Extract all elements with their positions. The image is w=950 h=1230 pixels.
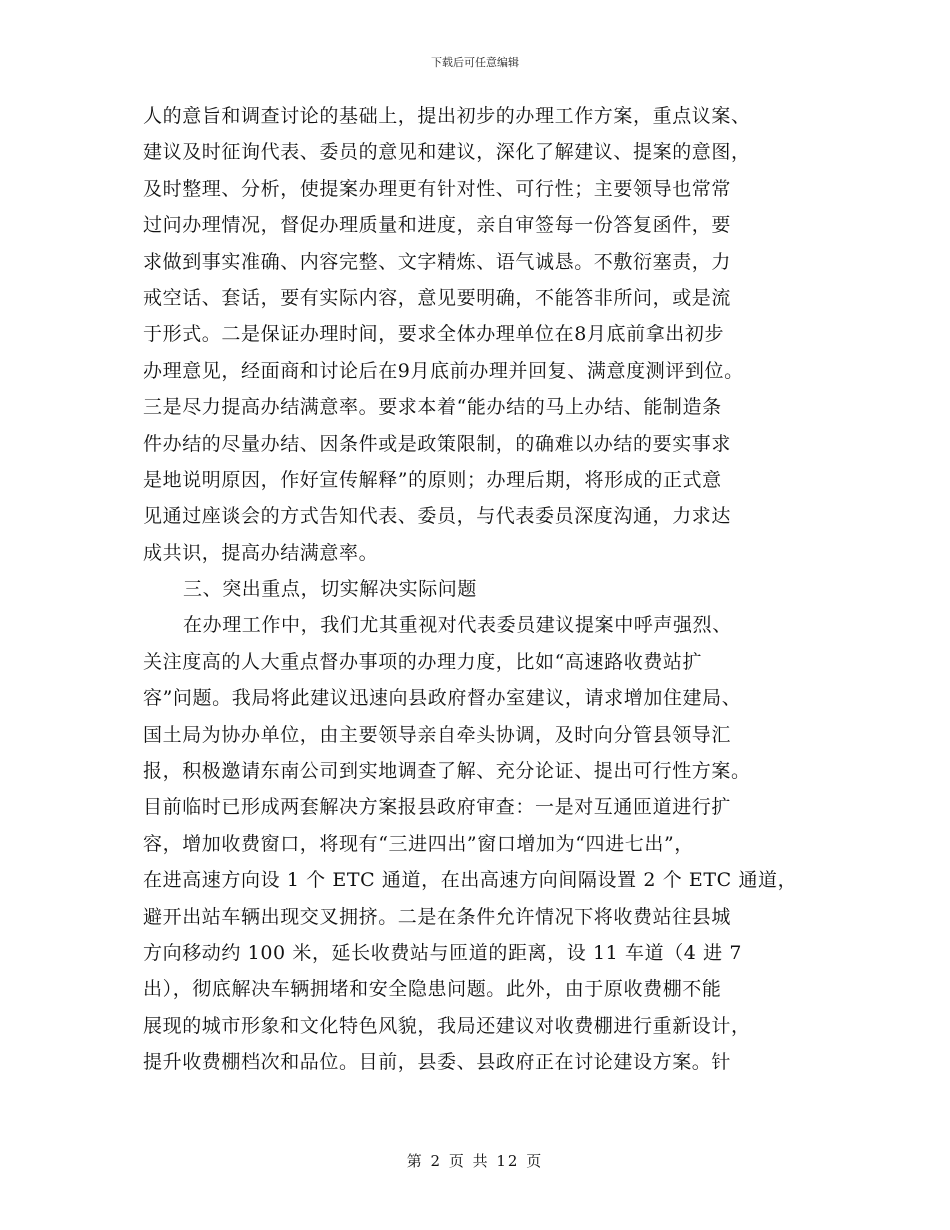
section-paragraph-line: 避开出站车辆出现交叉拥挤。二是在条件允许情况下将收费站往县城 (143, 905, 732, 928)
section-paragraph-line: 目前临时已形成两套解决方案报县政府审查：一是对互通匝道进行扩 (143, 796, 732, 819)
section-paragraph-line: 提升收费棚档次和品位。目前，县委、县政府正在讨论建设方案。针 (143, 1051, 732, 1074)
section-paragraph-line: 容”问题。我局将此建议迅速向县政府督办室建议，请求增加住建局、 (143, 687, 742, 710)
section-paragraph-line: 在进高速方向设 1 个 ETC 通道，在出高速方向间隔设置 2 个 ETC 通道， (143, 869, 798, 892)
paragraph-line: 件办结的尽量办结、因条件或是政策限制，的确难以办结的要实事求 (143, 432, 732, 455)
paragraph-line: 建议及时征询代表、委员的意见和建议，深化了解建议、提案的意图， (143, 141, 751, 164)
section-paragraph-line: 报，积极邀请东南公司到实地调查了解、充分论证、提出可行性方案。 (143, 760, 751, 783)
page-number: 第 2 页 共 12 页 (406, 1152, 544, 1170)
paragraph-line: 成共识，提高办结满意率。 (143, 541, 379, 564)
paragraph-line: 办理意见，经面商和讨论后在9月底前办理并回复、满意度测评到位。 (143, 359, 744, 382)
section-paragraph-line: 关注度高的人大重点督办事项的办理力度，比如“高速路收费站扩 (143, 650, 703, 673)
section-heading: 三、突出重点，切实解决实际问题 (183, 578, 478, 601)
section-paragraph-line: 方向移动约 100 米，延长收费站与匝道的距离，设 11 车道（4 进 7 (143, 941, 743, 964)
section-paragraph-line: 展现的城市形象和文化特色风貌，我局还建议对收费棚进行重新设计， (143, 1014, 751, 1037)
paragraph-line: 是地说明原因，作好宣传解释”的原则；办理后期，将形成的正式意 (143, 468, 722, 491)
paragraph-line: 于形式。二是保证办理时间，要求全体办理单位在8月底前拿出初步 (143, 323, 725, 346)
paragraph-line: 三是尽力提高办结满意率。要求本着“能办结的马上办结、能制造条 (143, 396, 722, 419)
paragraph-line: 戒空话、套话，要有实际内容，意见要明确，不能答非所问，或是流 (143, 286, 732, 309)
paragraph-line: 求做到事实准确、内容完整、文字精炼、语气诚恳。不敷衍塞责，力 (143, 250, 732, 273)
document-body (143, 98, 823, 1081)
section-paragraph-line: 出），彻底解决车辆拥堵和安全隐患问题。此外，由于原收费棚不能 (143, 978, 722, 1001)
page-header: 下载后可任意编辑 (431, 56, 519, 69)
section-paragraph-line: 容，增加收费窗口，将现有“三进四出”窗口增加为“四进七出”， (143, 832, 694, 855)
paragraph-line: 人的意旨和调查讨论的基础上，提出初步的办理工作方案，重点议案、 (143, 105, 751, 127)
section-paragraph-line: 在办理工作中，我们尤其重视对代表委员建议提案中呼声强烈、 (183, 614, 732, 637)
paragraph-line: 及时整理、分析，使提案办理更有针对性、可行性；主要领导也常常 (143, 177, 732, 200)
section-paragraph-line: 国土局为协办单位，由主要领导亲自牵头协调，及时向分管县领导汇 (143, 723, 732, 746)
paragraph-line: 见通过座谈会的方式告知代表、委员，与代表委员深度沟通，力求达 (143, 505, 732, 528)
paragraph-line: 过问办理情况，督促办理质量和进度，亲自审签每一份答复函件，要 (143, 214, 732, 237)
